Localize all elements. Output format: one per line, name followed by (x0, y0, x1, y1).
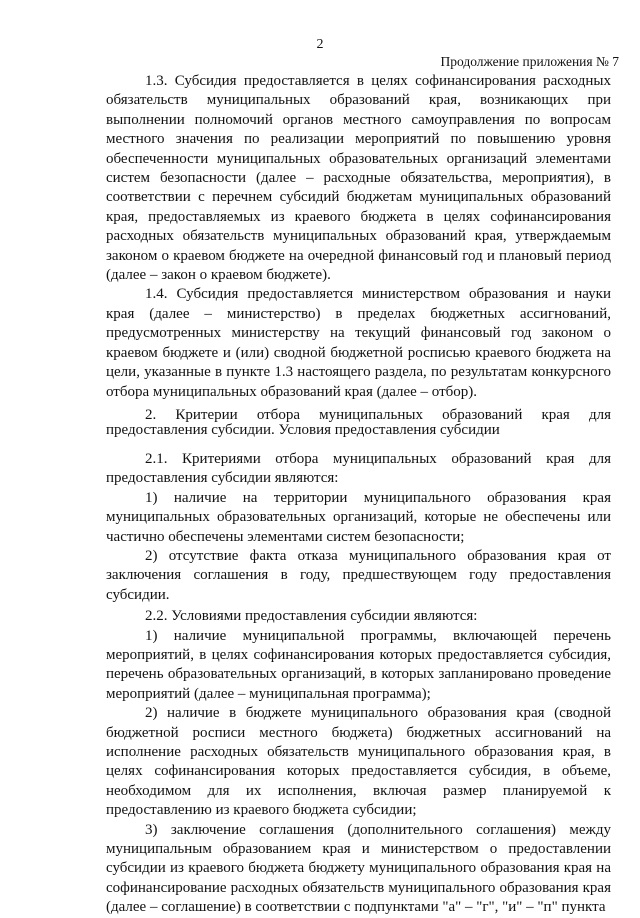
paragraph-2-2-item-3: 3) заключение соглашения (дополнительного соглашения) между муниципальным образованием края и министерством о предоставлении субсидии из краевого бюджета бюджету муниципального образования края на софинансирование расходных обязательств муниципального образования края (далее – соглашение) в соответствии с подпунктами "а" – "г", "и" – "п" пункта (106, 821, 611, 916)
paragraph-2-1-item-2: 2) отсутствие факта отказа муниципального образования края от заключения соглашения в году, предшествующем году предоставления субсидии. (106, 547, 611, 603)
paragraph-2-2-item-2: 2) наличие в бюджете муниципального образования края (сводной бюджетной росписи местного бюджета) бюджетных ассигнований на исполнение расходных обязательств муниципального образования края, в целях софинансирования которых предоставляется субсидия, в объеме, необходимом для их исполнения, включая размер планируемой к предоставлению из краевого бюджета субсидии; (106, 705, 611, 819)
page-number: 2 (316, 37, 324, 52)
section-2-heading: 2. Критерии отбора муниципальных образований края для предоставления субсидии. Условия предоставления субсидии (106, 406, 611, 438)
paragraph-1-4: 1.4. Субсидия предоставляется министерством образования и науки края (далее – министерство) в пределах бюджетных ассигнований, предусмотренных министерству на текущий финансовый год законом о краевом бюджете и (или) сводной бюджетной росписью краевого бюджета на цели, указанные в пункте 1.3 настоящего раздела, по результатам конкурсного отбора муниципальных образований края (далее – отбор). (106, 286, 611, 400)
paragraph-2-2-item-1: 1) наличие муниципальной программы, включающей перечень мероприятий, в целях софинансирования которых предоставляется субсидия, перечень образовательных организаций, в которых запланировано проведение мероприятий (далее – муниципальная программа); (106, 627, 611, 702)
paragraph-2-1-item-1: 1) наличие на территории муниципального образования края муниципальных образовательных организаций, которые не обеспечены или частично обеспечены элементами систем безопасности; (106, 489, 611, 545)
appendix-continuation-label: Продолжение приложения № 7 (440, 54, 619, 69)
paragraph-2-1: 2.1. Критериями отбора муниципальных образований края для предоставления субсидии являются: (106, 450, 611, 487)
paragraph-1-3: 1.3. Субсидия предоставляется в целях софинансирования расходных обязательств муниципальных образований края, возникающих при выполнении полномочий органов местного самоуправления по вопросам местного значения по реализации мероприятий по повышению уровня обеспеченности муниципальных образовательных организаций элементами систем безопасности (далее – расходные обязательства, мероприятия), в соответствии с перечнем субсидий бюджетам муниципальных образований края, предоставляемых из краевого бюджета в целях софинансирования расходных обязательств муниципальных образований края, утверждаемым законом о краевом бюджете на очередной финансовый год и плановый период (далее – закон о краевом бюджете). (106, 73, 611, 284)
document-body (106, 72, 611, 918)
paragraph-2-2: 2.2. Условиями предоставления субсидии являются: (145, 608, 478, 625)
